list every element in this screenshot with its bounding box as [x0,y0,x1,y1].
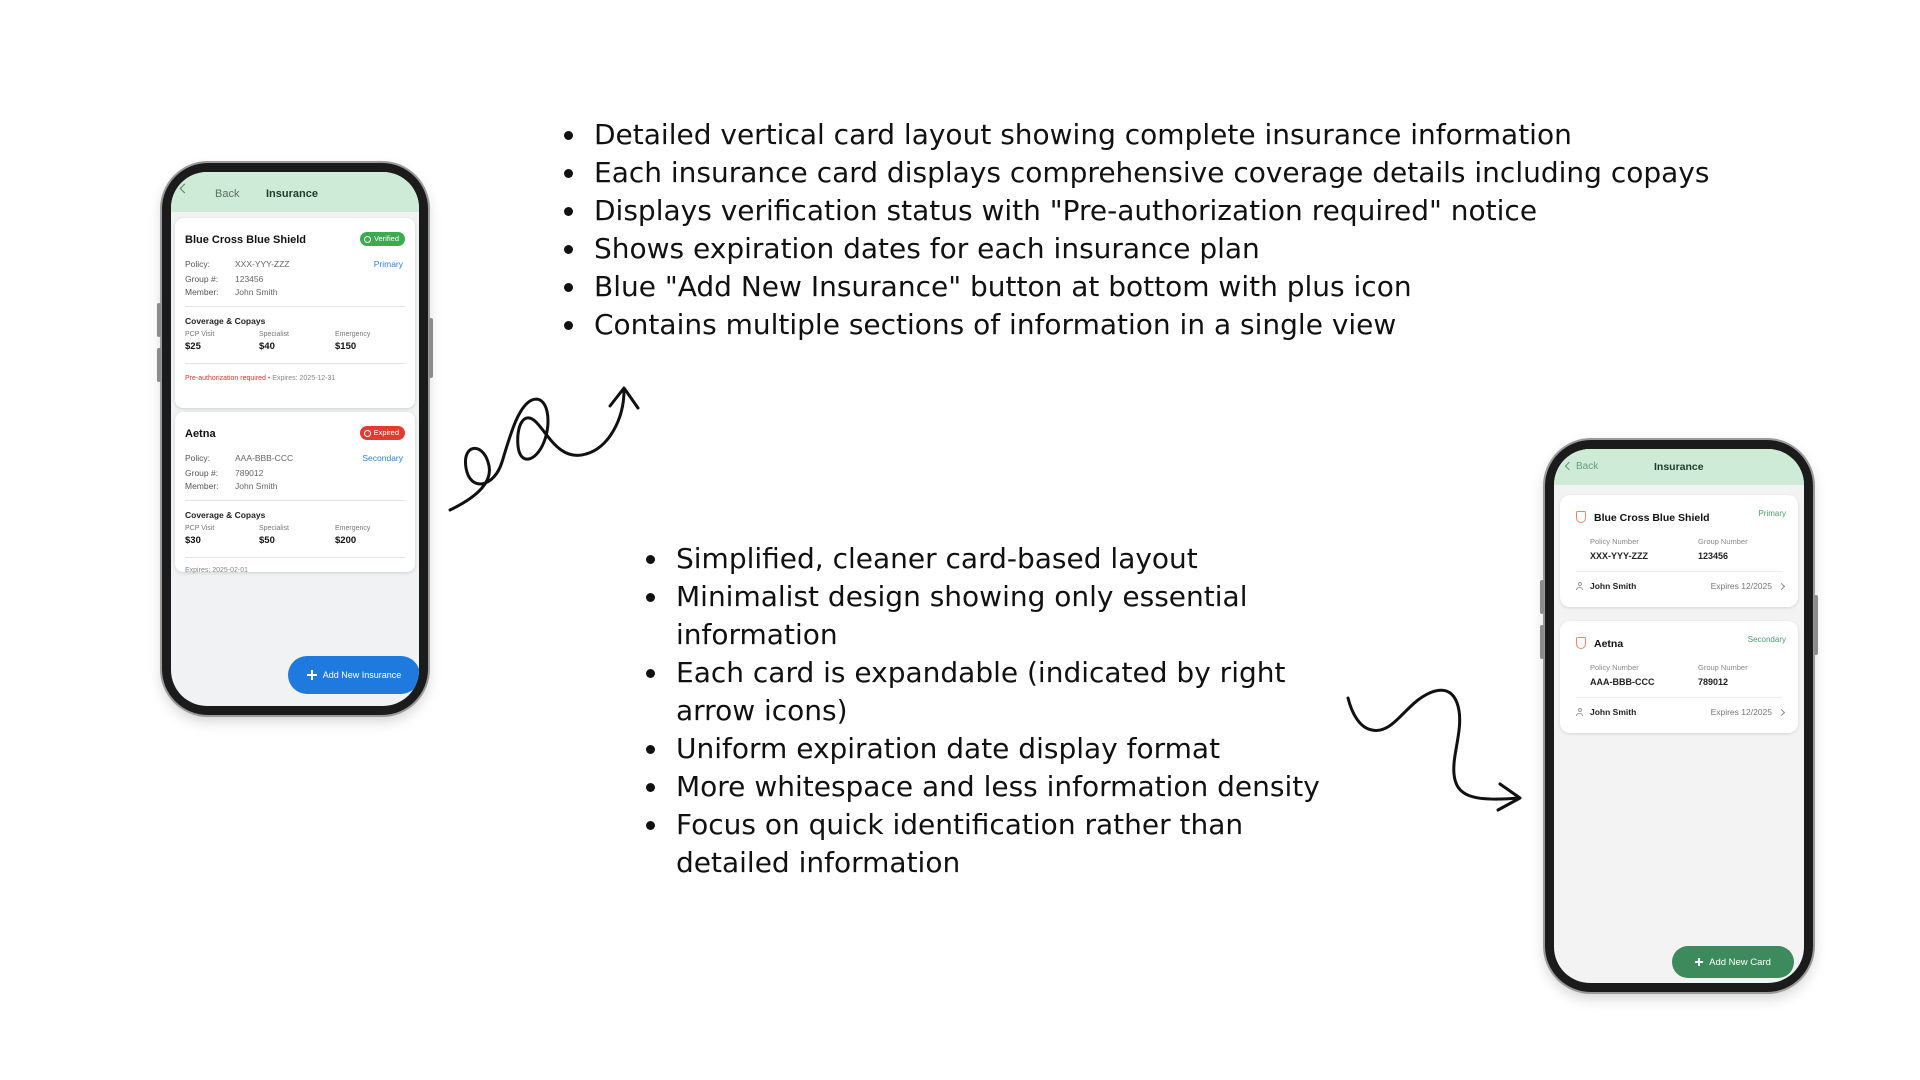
status-badge-label: Verified [373,234,399,243]
tier-label: Secondary [362,453,403,463]
insurance-card[interactable] [1560,621,1798,733]
preauth-notice: Pre-authorization required [185,375,266,382]
feature-item: Displays verification status with "Pre-authorization required" notice [560,192,1710,230]
member-value: John Smith [235,287,278,297]
shield-icon [1576,637,1586,649]
copay-value: $40 [259,341,275,352]
group-value: 123456 [235,274,264,284]
group-value: 789012 [235,468,264,478]
policy-value: XXX-YYY-ZZZ [235,259,290,269]
phone-screen [1554,449,1804,983]
page-title: Insurance [1654,461,1704,473]
copay-label: PCP Visit [185,525,215,532]
policy-row [185,453,293,463]
phone-side-button [429,318,433,378]
copay-label: Specialist [259,331,289,338]
feature-item: Each card is expandable (indicated by right arrow icons) [642,654,1362,730]
member-label: Member: [185,287,219,297]
coverage-title: Coverage & Copays [185,316,266,326]
copay-label: Emergency [335,525,371,532]
add-new-insurance-label: Add New Insurance [322,670,402,680]
copay-label: Emergency [335,331,371,338]
member-name: John Smith [1590,707,1637,717]
phone-side-button [1540,580,1544,614]
divider [185,306,405,307]
policy-label: Policy Number [1590,537,1639,546]
policy-label: Policy Number [1590,663,1639,672]
status-badge-label: Expired [373,428,399,437]
policy-label: Policy: [185,259,211,269]
chevron-right-icon[interactable] [1778,709,1785,716]
feature-item: Blue "Add New Insurance" button at bottom with plus icon [560,268,1710,306]
insurance-name: Blue Cross Blue Shield [1594,512,1710,524]
group-row [185,274,263,284]
status-badge [360,232,405,246]
card-footer [185,375,335,382]
group-row [185,468,263,478]
policy-value: AAA-BBB-CCC [1590,677,1655,687]
back-button[interactable]: Back [215,188,240,200]
member-value: John Smith [235,481,278,491]
scribble-arrow-up-icon [440,370,650,520]
policy-value: AAA-BBB-CCC [235,453,294,463]
plus-icon [1695,958,1703,966]
alert-circle-icon [364,430,371,437]
phone-side-button [1540,625,1544,659]
divider [185,557,405,558]
divider [1576,697,1782,698]
divider [185,363,405,364]
expiration-date: Expires 12/2025 [1710,581,1772,591]
member-label: Member: [185,481,219,491]
insurance-card[interactable] [175,412,415,572]
phone-side-button [157,348,161,382]
copay-value: $30 [185,535,201,546]
add-new-insurance-button[interactable] [288,656,419,694]
chevron-left-icon[interactable] [180,184,190,194]
feature-item: Contains multiple sections of information in a single view [560,306,1710,344]
phone-screen [171,172,419,706]
plus-icon [307,670,317,680]
group-value: 789012 [1698,677,1729,687]
expiration-date: Expires: 2025-02-01 [185,567,249,574]
check-circle-icon [364,236,371,243]
copay-value: $150 [335,341,357,352]
copay-label: Specialist [259,525,289,532]
policy-row [185,259,289,269]
phone-side-button [1814,595,1818,655]
feature-list-detailed [560,116,1710,344]
policy-value: XXX-YYY-ZZZ [1590,551,1649,561]
insurance-name: Blue Cross Blue Shield [185,234,307,246]
back-button[interactable]: Back [1576,461,1599,472]
feature-item: Minimalist design showing only essential information [642,578,1362,654]
user-icon [1576,708,1583,716]
feature-item: Each insurance card displays comprehensive coverage details including copays [560,154,1710,192]
member-name: John Smith [1590,581,1637,591]
chevron-right-icon[interactable] [1778,583,1785,590]
tier-label: Primary [1758,509,1786,518]
group-value: 123456 [1698,551,1729,561]
feature-item: Uniform expiration date display format [642,730,1362,768]
copay-label: PCP Visit [185,331,215,338]
group-label: Group Number [1698,663,1748,672]
feature-item: More whitespace and less information density [642,768,1362,806]
card-footer [185,567,248,574]
insurance-name: Aetna [1594,638,1624,650]
divider [185,500,405,501]
insurance-name: Aetna [185,428,216,440]
page-title: Insurance [266,188,318,200]
member-row [185,481,278,491]
copay-value: $50 [259,535,275,546]
copay-value: $200 [335,535,357,546]
divider [1576,571,1782,572]
insurance-card[interactable] [1560,495,1798,607]
phone-side-button [157,303,161,337]
status-badge [360,426,405,440]
tier-label: Primary [373,259,403,269]
tier-label: Secondary [1747,635,1786,644]
member-row [185,287,278,297]
shield-icon [1576,511,1586,523]
phone-mockup-simplified [1545,440,1813,992]
feature-list-simplified [642,540,1362,882]
scribble-arrow-right-icon [1340,678,1530,818]
add-new-card-label: Add New Card [1709,956,1771,968]
policy-label: Policy: [185,453,211,463]
feature-item: Shows expiration dates for each insurance plan [560,230,1710,268]
group-label: Group Number [1698,537,1748,546]
phone-mockup-detailed [162,163,428,715]
feature-item: Detailed vertical card layout showing complete insurance information [560,116,1710,154]
group-label: Group #: [185,274,219,284]
group-label: Group #: [185,468,219,478]
user-icon [1576,582,1583,590]
feature-item: Focus on quick identification rather than detailed information [642,806,1362,882]
copay-value: $25 [185,341,201,352]
insurance-card[interactable] [175,218,415,408]
expiration-date: Expires 12/2025 [1710,707,1772,717]
nav-bar [171,172,419,212]
expiration-date: • Expires: 2025-12-31 [265,375,336,382]
feature-item: Simplified, cleaner card-based layout [642,540,1362,578]
nav-bar [1554,449,1804,485]
coverage-title: Coverage & Copays [185,510,266,520]
add-new-card-button[interactable] [1672,946,1794,978]
chevron-left-icon[interactable] [1565,462,1573,470]
